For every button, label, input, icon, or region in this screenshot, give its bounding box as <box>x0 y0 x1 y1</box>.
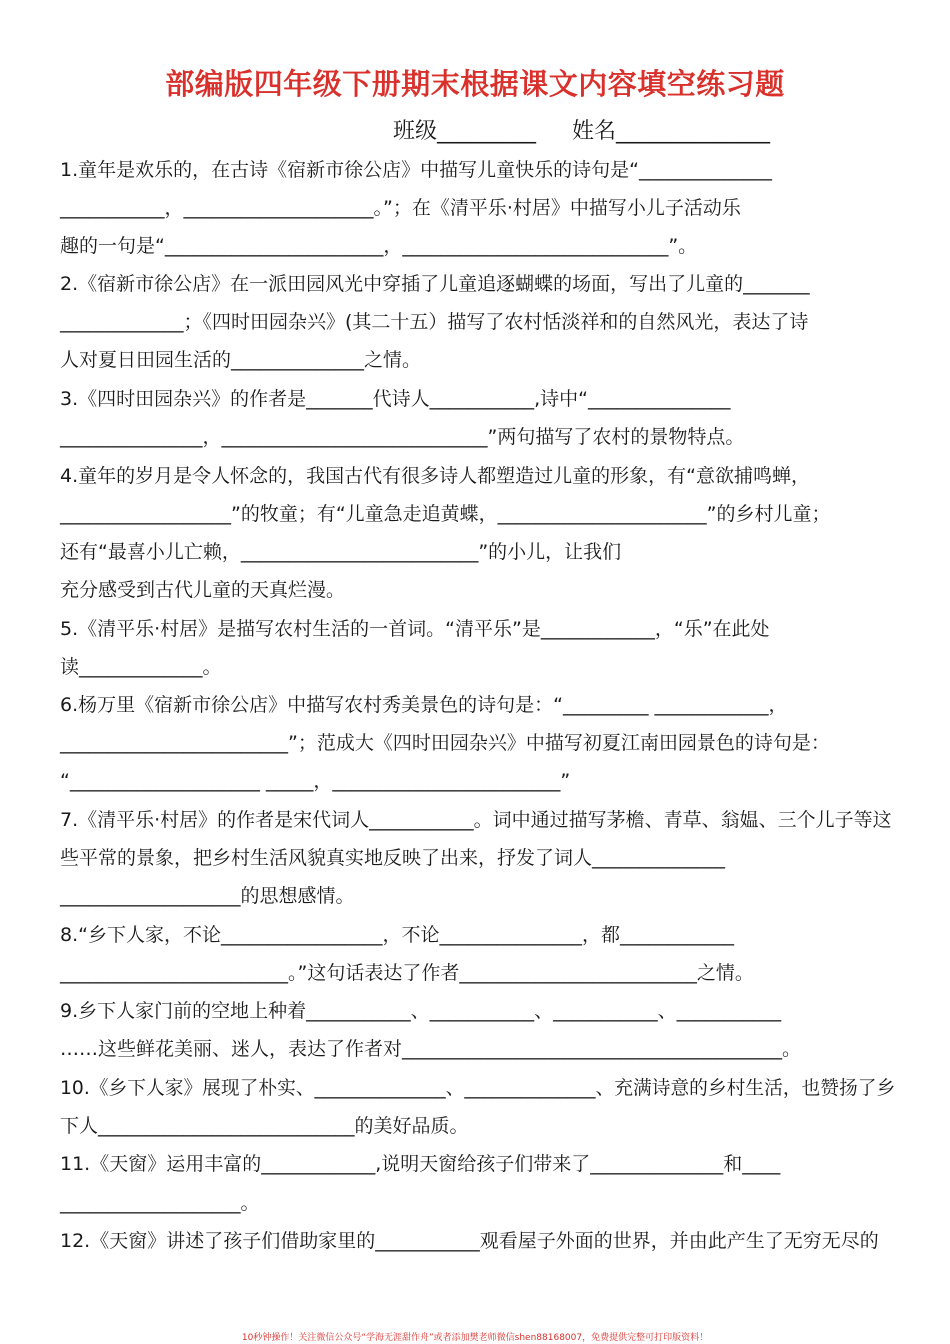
page-title: 部编版四年级下册期末根据课文内容填空练习题 <box>165 67 785 101</box>
text-line: 下人___________________________的美好品质。 <box>60 1115 469 1137</box>
text-line: 4.童年的岁月是令人怀念的，我国古代有很多诗人都塑造过儿童的形象，有“意欲捕鸣蝉， <box>60 465 810 487</box>
footer-note: 10秒钟操作！关注微信公众号“学海无涯甜作舟”或者添加樊老师微信shen88168007，免费提供完整可打印版资料！ <box>241 1333 709 1343</box>
text-line: 12.《天窗》讲述了孩子们借助家里的___________观看屋子外面的世界，并由此产生了无穷无尽的 <box>60 1230 879 1252</box>
text-line: 7.《清平乐·村居》的作者是宋代词人___________。词中通过描写茅檐、青草、翁媪、三个儿子等这 <box>60 809 892 831</box>
text-line: ________________________”；范成大《四时田园杂兴》中描写初夏江南田园景色的诗句是： <box>60 732 830 754</box>
text-line: 些平常的景象，把乡村生活风貌真实地反映了出来，抒发了词人______________ <box>60 847 726 869</box>
text-line: 2.《宿新市徐公店》在一派田园风光中穿插了儿童追逐蝴蝶的场面，写出了儿童的_______ <box>60 273 810 295</box>
text-line: 1.童年是欢乐的，在古诗《宿新市徐公店》中描写儿童快乐的诗句是“______________ <box>60 159 772 181</box>
text-line: ___________，____________________。”；在《清平乐·村居》中描写小儿子活动乐 <box>60 197 741 219</box>
text-line: 5.《清平乐·村居》是描写农村生活的一首词。“清平乐”是____________，“乐”在此处 <box>60 618 770 640</box>
text-line: 6.杨万里《宿新市徐公店》中描写农村秀美景色的诗句是：“_________ ____________， <box>60 694 788 716</box>
text-line: 9.乡下人家门前的空地上种着___________、___________、___________、___________ <box>60 1000 782 1022</box>
text-line: ___________________。 <box>60 1192 260 1214</box>
text-line: _____________；《四时田园杂兴》(其二十五）描写了农村恬淡祥和的自然风光，表达了诗 <box>60 311 809 333</box>
text-line: 趣的一句是“_______________________，____________________________”。 <box>60 235 698 257</box>
class-field: 班级_________ <box>393 119 537 144</box>
text-line: ___________________的思想感情。 <box>60 885 355 907</box>
text-line: _______________，____________________________”两句描写了农村的景物特点。 <box>60 426 745 448</box>
text-line: 11.《天窗》运用丰富的____________,说明天窗给孩子们带来了______________和____ <box>60 1153 781 1175</box>
text-line: “____________________ _____，________________________” <box>60 770 571 792</box>
text-line: 3.《四时田园杂兴》的作者是_______代诗人___________,诗中“_______________ <box>60 388 731 410</box>
text-line: ________________________。”这句话表达了作者_________________________之情。 <box>60 962 754 984</box>
text-line: 读_____________。 <box>60 656 222 678</box>
text-line: 10.《乡下人家》展现了朴实、______________、______________、充满诗意的乡村生活，也赞扬了乡 <box>60 1077 896 1099</box>
text-line: 还有“最喜小儿亡赖，_________________________”的小儿，让我们 <box>60 541 622 563</box>
name-field: 姓名______________ <box>572 119 771 144</box>
text-line: 人对夏日田园生活的______________之情。 <box>60 349 422 371</box>
text-line: __________________”的牧童；有“儿童急走追黄蝶，______________________”的乡村儿童； <box>60 503 831 525</box>
text-line: 充分感受到古代儿童的天真烂漫。 <box>60 579 346 601</box>
text-line: ……这些鲜花美丽、迷人，表达了作者对________________________________________。 <box>60 1038 802 1060</box>
text-line: 8.“乡下人家，不论_________________，不论_______________，都____________ <box>60 924 734 946</box>
